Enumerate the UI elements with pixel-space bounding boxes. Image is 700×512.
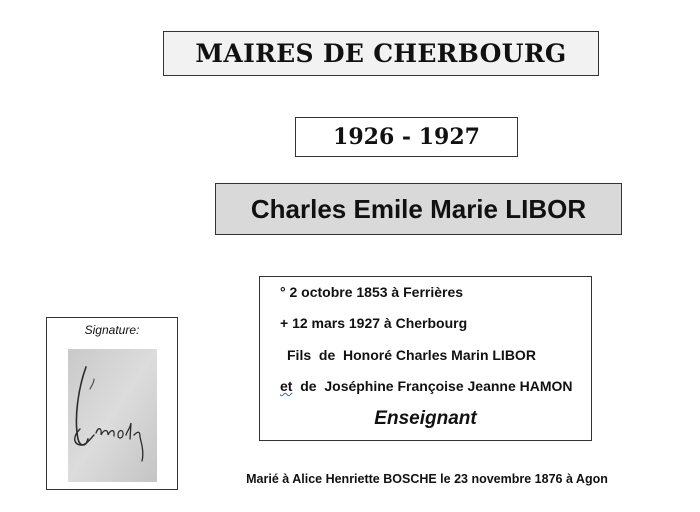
title-box [163,31,599,76]
father-line: Fils de Honoré Charles Marin LIBOR [287,347,536,363]
signature-label: Signature: [84,323,140,337]
mayor-name: Charles Emile Marie LIBOR [250,193,587,224]
profession: Enseignant [374,408,477,429]
birth-line: ° 2 octobre 1853 à Ferrières [280,284,464,300]
term-years-box [295,117,518,157]
death-line: + 12 mars 1927 à Cherbourg [280,315,468,331]
mayor-name-box [215,183,622,235]
signature-box [46,317,178,490]
page-title: MAIRES DE CHERBOURG [195,39,567,68]
biography-box [259,276,592,441]
marriage-line: Marié à Alice Henriette BOSCHE le 23 novembre 1876 à Agon [246,472,608,486]
mother-line-rest: de Joséphine Françoise Jeanne HAMON [292,378,573,394]
mother-line-prefix: et [280,378,293,394]
term-years: 1926 - 1927 [333,124,480,150]
mother-line [280,378,573,394]
signature-image [68,349,157,482]
